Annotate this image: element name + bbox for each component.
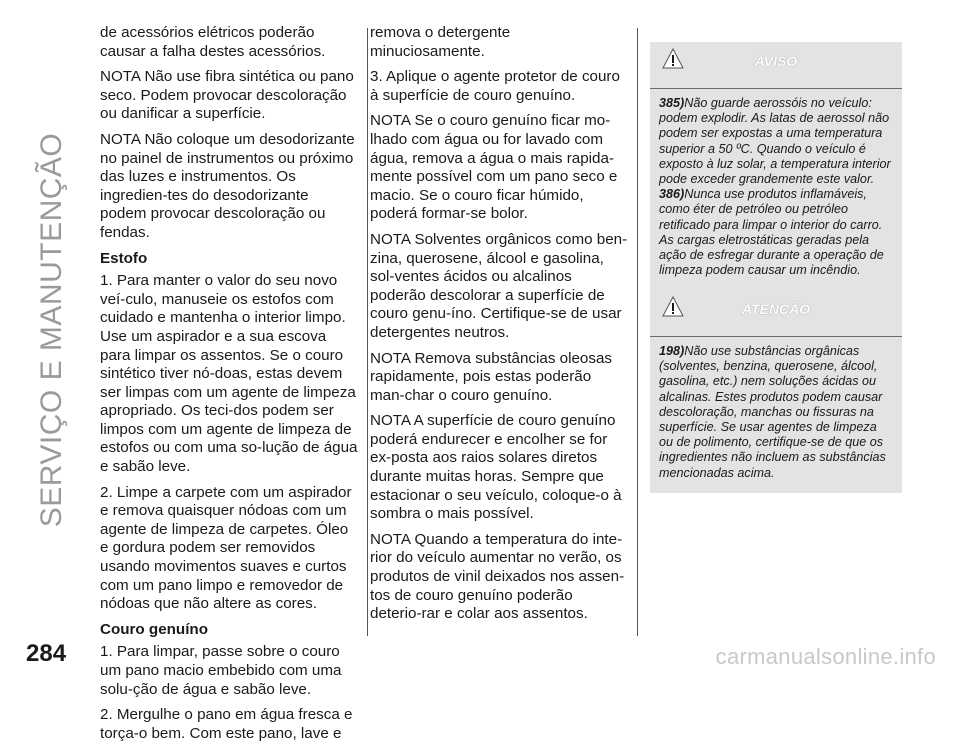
aviso-item [659,187,894,278]
paragraph: NOTA Não use fibra sintética ou pano seco. Podem provocar descoloração ou danificar a superfície. [100,68,354,123]
atencao-item-text: Não use substâncias orgânicas (solventes, benzina, querosene, álcool, gasolina, etc.) nem soluções ácidas ou alcalinas. Estes produtos podem causar descoloração, manchas ou fissuras na superfície. Se usar agentes de limpeza ou de polimento, certifique-se de que os ingredientes não incluem as substâncias mencionadas acima. [659,344,886,480]
aviso-item-text: Não guarde aerossóis no veículo: podem explodir. As latas de aerossol não podem ser expostas a uma temperatura superior a 50 ºC. Quando o veículo é exposto à luz solar, a temperatura interior pode exceder grandemente este valor. [659,96,891,187]
paragraph: 1. Para limpar, passe sobre o couro um pano macio embebido com uma solu-ção de água e sabão leve. [100,643,342,698]
atencao-item [659,344,894,481]
heading-estofo: Estofo [100,249,148,267]
paragraph: 1. Para manter o valor do seu novo veí-culo, manuseie os estofos com cuidado e mantenha o interior limpo. Use um aspirador e a sua escova para limpar os assentos. Se o couro sintético tiver nó-doas, estas devem ser limpas com um agente de limpeza apropriado. Os teci-dos podem ser limpos com um agente de limpeza de estofos ou com uma so-lução de água e sabão leve. [100,272,358,476]
paragraph: NOTA Solventes orgânicos como ben-zina, querosene, álcool e gasolina, sol-ventes ácidos ou alcalinos poderão descolorar a superfície de couro genu-íno. Certifique-se de usar detergentes neutros. [370,230,628,341]
aviso-title: AVISO [754,53,798,69]
atencao-title: ATENÇÃO [741,301,811,317]
aviso-header [650,42,902,89]
paragraph: de acessórios elétricos poderão causar a falha destes acessórios. [100,24,326,60]
paragraph: 2. Limpe a carpete com um aspirador e remova quaisquer nódoas com um agente de limpeza de carpetes. Óleo e gordura podem ser removidos usando movimentos suaves e curtos com um pano limpo e removedor de nódoas que não altere as cores. [100,483,352,613]
watermark: carmanualsonline.info [715,644,936,669]
aviso-item-number: 386) [659,187,685,202]
paragraph: 2. Mergulhe o pano em água fresca e torça-o bem. Com este pano, lave e [100,706,353,742]
paragraph: 3. Aplique o agente protetor de couro à superfície de couro genuíno. [370,68,620,104]
aviso-item-number: 385) [659,96,685,110]
heading-couro-genuino: Couro genuíno [100,620,208,638]
column-divider-left [367,28,368,636]
paragraph: remova o detergente minuciosamente. [370,24,511,60]
column-divider-right [637,28,638,636]
atencao-box [650,290,902,493]
aviso-item [659,96,894,187]
section-title: SERVIÇO E MANUTENÇÃO [35,132,68,528]
text-column-2 [370,24,628,631]
aviso-item-text: Nunca use produtos inflamáveis, como éter de petróleo ou petróleo retificado para limpar o interior do carro. As cargas eletrostáticas geradas pela ação de esfregar durante a operação de limpeza podem causar um incêndio. [659,187,884,278]
paragraph: NOTA Não coloque um desodorizante no painel de instrumentos ou próximo das luzes e instrumentos. Os ingredien-tes do desodorizante podem provocar descoloração ou fendas. [100,130,355,241]
aviso-box [650,42,902,290]
atencao-header [650,290,902,337]
paragraph: NOTA Remova substâncias oleosas rapidamente, pois estas poderão man-char o couro genuíno. [370,349,612,404]
text-column-1 [100,24,358,750]
paragraph: NOTA Se o couro genuíno ficar mo-lhado com água ou for lavado com água, remova a água o mais rapida-mente possível com um pano seco e macio. Se o couro ficar húmido, poderá formar-se bolor. [370,112,618,223]
page-number: 284 [26,640,67,667]
atencao-item-number: 198) [659,344,685,358]
paragraph: NOTA Quando a temperatura do inte-rior do veículo aumentar no verão, os produtos de vinil deixados nos assen-tos de couro genuíno poderão deterio-rar e colar aos assentos. [370,530,625,623]
aviso-body [650,89,902,290]
atencao-body [650,337,902,493]
paragraph: NOTA A superfície de couro genuíno poderá endurecer e encolher se for ex-posta aos raios solares diretos durante muitas horas. Sempre que estacionar o seu veículo, coloque-o à sombra o mais possível. [370,412,622,523]
